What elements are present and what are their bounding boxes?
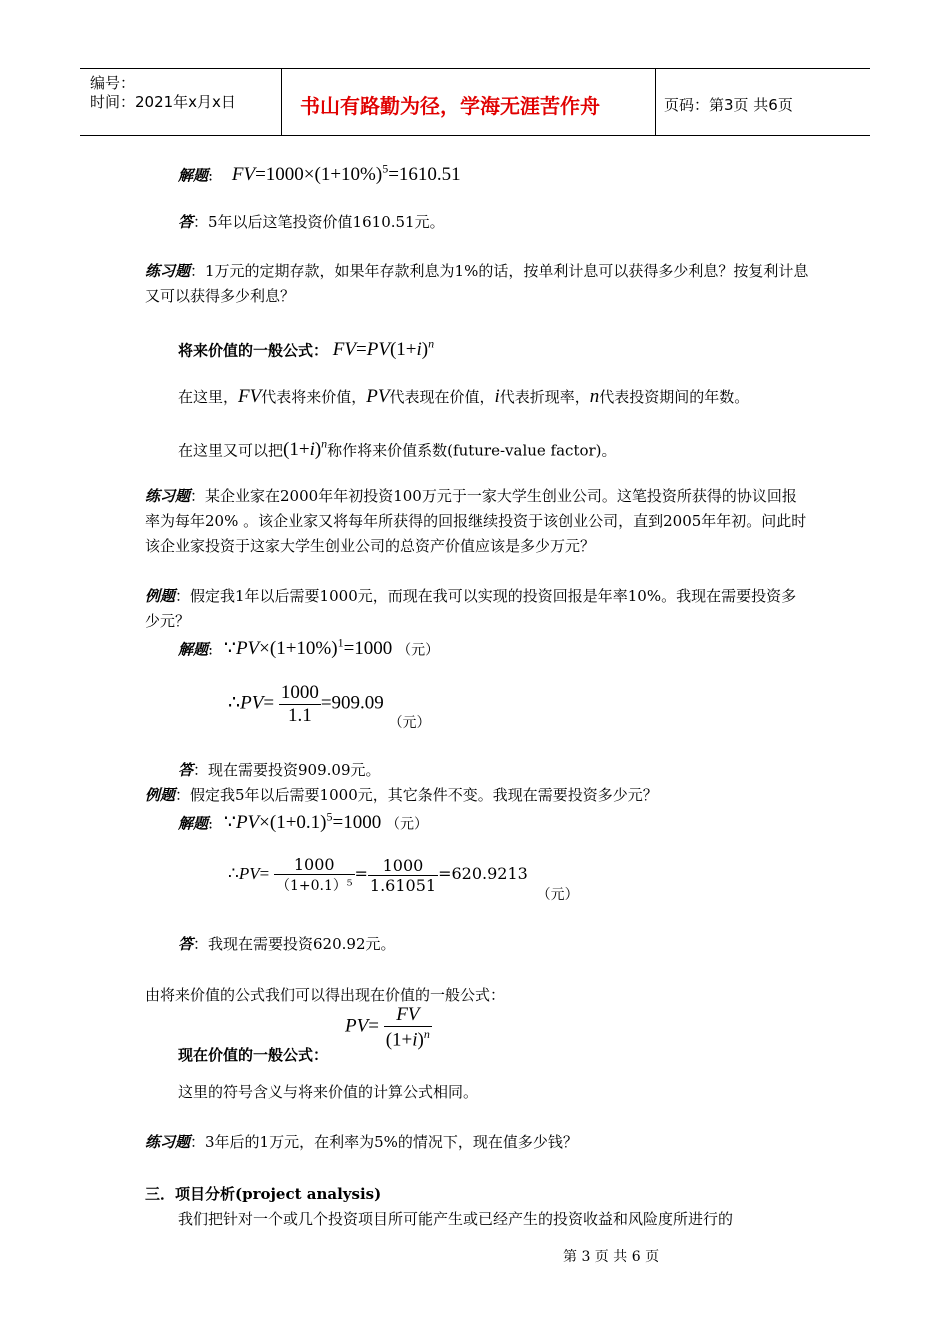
solution-2: 解题: $\because PV\times(1+10\%)^1=1000$ （元） — [178, 636, 440, 660]
explain-1: 在这里，FV代表将来价值，PV代表现在价值，i代表折现率，n代表投资期间的年数。 — [178, 386, 750, 407]
fraction-numerator: 1000 — [368, 856, 438, 876]
answer-text: ：我现在需要投资620.92元。 — [193, 935, 396, 953]
fraction-numerator: 1000 — [274, 855, 355, 875]
pv-note: 这里的符号含义与将来价值的计算公式相同。 — [178, 1083, 479, 1101]
answer-2 — [178, 759, 381, 780]
example-text: ：假定我5年以后需要1000元，其它条件不变。我现在需要投资多少元？ — [175, 786, 658, 804]
fv-formula: $FV=PV(1+i)^n$ — [332, 337, 435, 361]
exercise-1 — [145, 259, 810, 309]
header-divider-left — [281, 68, 282, 136]
unit-yuan: （元） — [397, 642, 440, 659]
fv-formula-title: 将来价值的一般公式： — [178, 341, 329, 360]
fraction-denominator: $(1+i)^n$ — [385, 1027, 430, 1051]
fv-factor: $(1+i)^n$ — [283, 437, 328, 461]
formula-pv-2: $\because PV\times(1+0.1)^5=1000$ — [223, 810, 382, 834]
section-3-title: 三．项目分析(project analysis) — [145, 1185, 382, 1203]
exercise-label: 练习题 — [145, 1133, 191, 1151]
header-motto: 书山有路勤为径，学海无涯苦作舟 — [300, 94, 600, 118]
pv-formula-title: 现在价值的一般公式： — [178, 1046, 329, 1064]
exercise-label: 练习题 — [145, 487, 191, 505]
exercise-text: ：某企业家在2000年年初投资100万元于一家大学生创业公司。这笔投资所获得的协议回报率为每年20% 。该企业家又将每年所获得的回报继续投资于该创业公司，直到2005年年初。问此时该企业家投资于这家大学生创业公司的总资产价值应该是多少万元？ — [145, 487, 807, 555]
header-bottom-rule — [80, 135, 870, 136]
exercise-label: 练习题 — [145, 262, 191, 280]
answer-label: 答 — [178, 935, 194, 953]
answer-text: ：5年以后这笔投资价值1610.51元。 — [193, 213, 445, 231]
header-top-rule — [80, 68, 870, 69]
exercise-text: ：3年后的1万元，在利率为5%的情况下，现在值多少钱？ — [190, 1133, 578, 1151]
unit-yuan: （元） — [386, 816, 429, 833]
pv-formula: PV= $\frac{FV}{(1+i)^n}$ — [345, 1004, 430, 1051]
explain-2-pre: 在这里又可以把 — [178, 441, 284, 460]
fraction-denominator: （1+0.1）⁵ — [275, 878, 353, 894]
answer-3 — [178, 933, 396, 954]
formula-result: =620.9213 — [438, 864, 528, 883]
solution-1: 解题: $FV=1000\times(1+10\%)^5=1610.51$ — [178, 162, 461, 186]
solution-3b: ∴PV= $\frac{1000}{\text{（1+0.1）⁵}}$ = $\frac{1000}{1.61051}$ =620.9213 （元） — [228, 855, 579, 903]
fv-formula-line — [178, 337, 434, 361]
answer-text: ：现在需要投资909.09元。 — [193, 761, 381, 779]
header-serial: 编号： — [90, 74, 136, 92]
example-text: ：假定我1年以后需要1000元，而现在我可以实现的投资回报是年率10%。我现在需要投资多少元？ — [145, 587, 797, 630]
fraction — [279, 682, 321, 727]
solution-label: 解题 — [178, 814, 209, 833]
fraction-1 — [274, 855, 355, 895]
solution-3: 解题: $\because PV\times(1+0.1)^5=1000$ （元） — [178, 810, 429, 834]
fraction-denominator: 1.61051 — [369, 875, 437, 895]
formula-result: =909.09 — [320, 692, 384, 714]
fraction-2 — [368, 856, 438, 895]
answer-1 — [178, 211, 445, 232]
exercise-2 — [145, 484, 810, 559]
derive-text: 由将来价值的公式我们可以得出现在价值的一般公式： — [145, 986, 506, 1004]
example-2 — [145, 783, 810, 808]
example-1 — [145, 584, 810, 634]
answer-label: 答 — [178, 761, 194, 779]
unit-yuan: （元） — [388, 714, 431, 731]
solution-2b — [228, 682, 431, 731]
header-page: 页码：第3页 共6页 — [664, 96, 793, 114]
answer-label: 答 — [178, 213, 194, 231]
example-label: 例题 — [145, 786, 176, 804]
example-label: 例题 — [145, 587, 176, 605]
pv-lhs: PV — [345, 1015, 369, 1037]
fraction-denominator: 1.1 — [287, 705, 312, 726]
formula-fv-1: $FV=1000\times(1+10\%)^5=1610.51$ — [231, 162, 461, 186]
formula-pv-prefix: ∴PV= — [228, 692, 275, 714]
unit-yuan: （元） — [536, 887, 579, 903]
explain-2-post: 称作将来价值系数(future-value factor)。 — [327, 441, 617, 460]
header-time: 时间：2021年x月x日 — [90, 93, 236, 111]
section-3-text: 我们把针对一个或几个投资项目所可能产生或已经产生的投资收益和风险度所进行的 — [178, 1210, 734, 1228]
formula-pv-prefix: ∴PV= — [228, 864, 270, 883]
solution-label: 解题 — [178, 640, 209, 659]
formula-pv-1: $\because PV\times(1+10\%)^1=1000$ — [223, 636, 393, 660]
fraction-numerator: FV — [384, 1004, 432, 1027]
header-divider-right — [655, 68, 656, 136]
exercise-3 — [145, 1131, 578, 1152]
explain-2 — [178, 437, 617, 461]
solution-label: 解题 — [178, 166, 209, 185]
pv-fraction — [384, 1004, 432, 1051]
footer-page-number: 第 3 页 共 6 页 — [563, 1249, 660, 1265]
fraction-numerator: 1000 — [280, 682, 319, 703]
exercise-text: ：1万元的定期存款，如果年存款利息为1%的话，按单利计息可以获得多少利息？按复利计息又可以获得多少利息？ — [145, 262, 809, 305]
